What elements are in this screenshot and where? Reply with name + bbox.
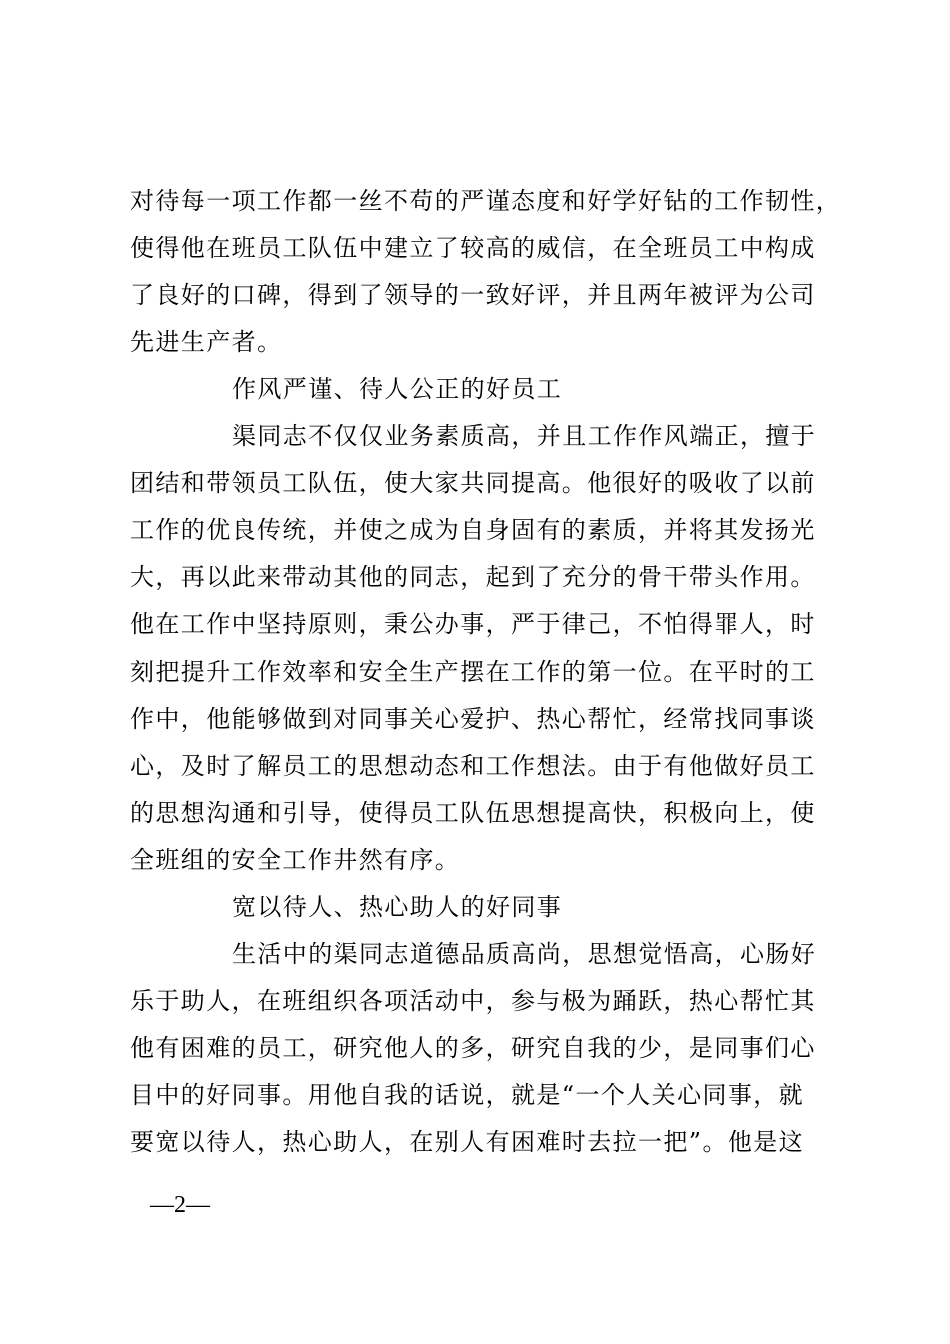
paragraph-line: 团结和带领员工队伍，使大家共同提高。他很好的吸收了以前 [130, 469, 816, 498]
paragraph-line: 他有困难的员工，研究他人的多，研究自我的少，是同事们心 [130, 1033, 816, 1062]
paragraph-line: 要宽以待人，热心助人，在别人有困难时去拉一把”。他是这 [130, 1128, 805, 1156]
paragraph-line: 全班组的安全工作井然有序。 [130, 845, 461, 874]
paragraph-line: 先进生产者。 [130, 328, 283, 357]
section-heading: 作风严谨、待人公正的好员工 [232, 375, 563, 404]
paragraph-line: 他在工作中坚持原则，秉公办事，严于律己，不怕得罪人，时 [130, 610, 816, 639]
paragraph-line: 对待每一项工作都一丝不苟的严谨态度和好学好钻的工作韧性， [130, 187, 842, 215]
paragraph-line: 心，及时了解员工的思想动态和工作想法。由于有他做好员工 [130, 751, 816, 780]
paragraph-line: 刻把提升工作效率和安全生产摆在工作的第一位。在平时的工 [130, 657, 816, 686]
paragraph-line: 使得他在班员工队伍中建立了较高的威信，在全班员工中构成 [130, 234, 816, 263]
section-heading: 宽以待人、热心助人的好同事 [232, 892, 563, 921]
paragraph-line: 生活中的渠同志道德品质高尚，思想觉悟高，心肠好 [232, 939, 817, 968]
paragraph-line: 渠同志不仅仅业务素质高，并且工作作风端正，擅于 [232, 422, 817, 451]
paragraph-line: 了良好的口碑，得到了领导的一致好评，并且两年被评为公司 [130, 281, 816, 310]
paragraph-line: 目中的好同事。用他自我的话说，就是“一个人关心同事，就 [130, 1080, 805, 1109]
paragraph-line: 乐于助人，在班组织各项活动中，参与极为踊跃，热心帮忙其 [130, 986, 816, 1015]
paragraph-line: 作中，他能够做到对同事关心爱护、热心帮忙，经常找同事谈 [130, 704, 816, 733]
paragraph-line: 大，再以此来带动其他的同志，起到了充分的骨干带头作用。 [130, 563, 816, 592]
paragraph-line: 的思想沟通和引导，使得员工队伍思想提高快，积极向上，使 [130, 798, 816, 827]
page-number: —2— [150, 1192, 210, 1218]
paragraph-line: 工作的优良传统，并使之成为自身固有的素质，并将其发扬光 [130, 516, 816, 545]
